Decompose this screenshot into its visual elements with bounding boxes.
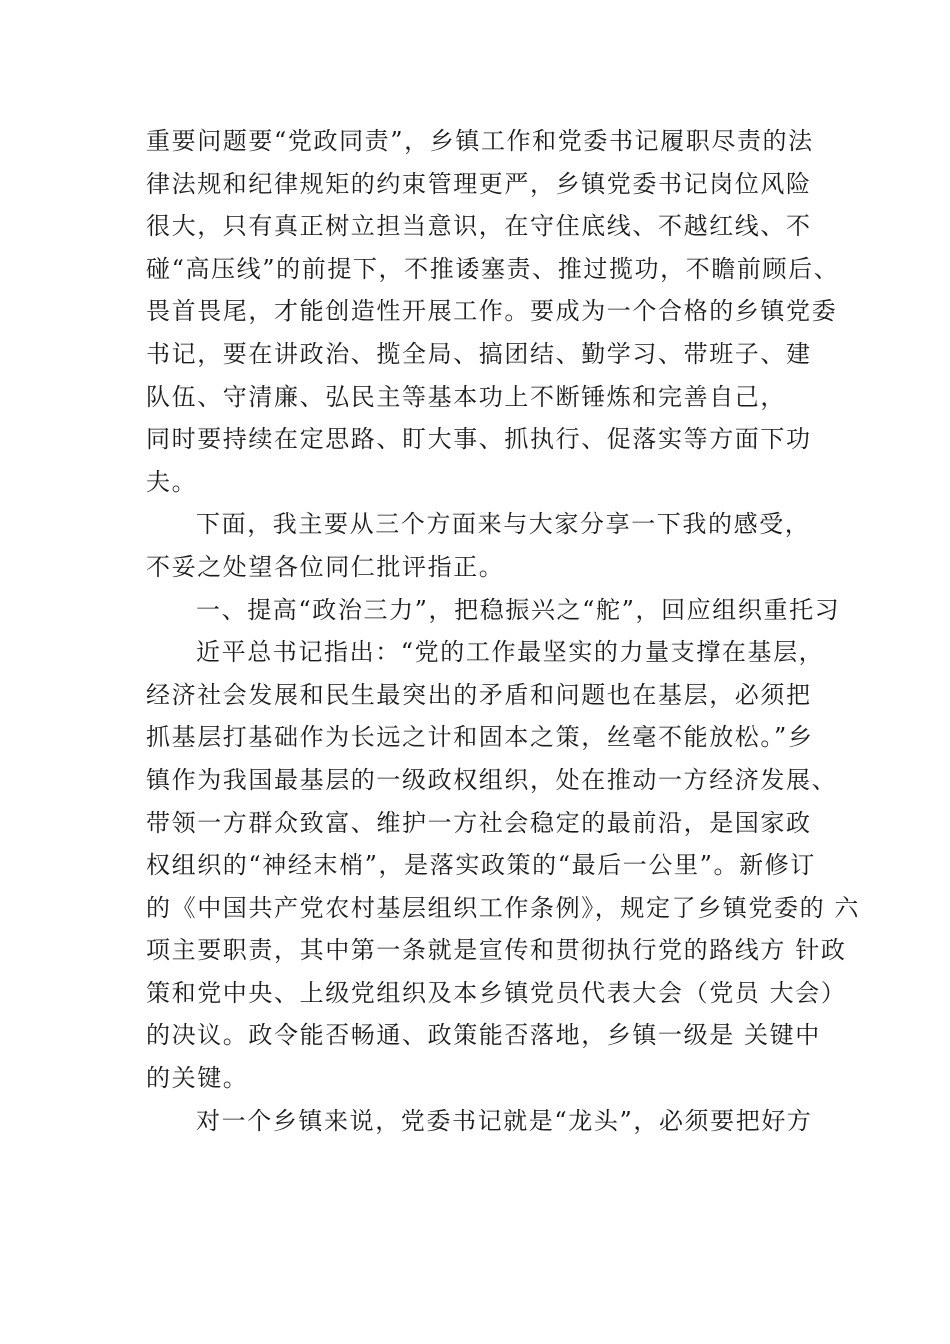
paragraph-start-line: 对一个乡镇来说，党委书记就是“龙头”，必须要把好方	[196, 1106, 813, 1135]
paragraph-start-line: 下面，我主要从三个方面来与大家分享一下我的感受，	[196, 510, 811, 539]
text-line: 队伍、守清廉、弘民主等基本功上不断锤炼和完善自己，	[146, 382, 786, 411]
text-line: 律法规和纪律规矩的约束管理更严，乡镇党委书记岗位风险	[146, 169, 812, 198]
text-line: 的决议。政令能否畅通、政策能否落地，乡镇一级是 关键中	[146, 1021, 821, 1050]
section-heading-line: 一、提高“政治三力”，把稳振兴之“舵”，回应组织重托习	[196, 595, 841, 624]
paragraph-start-line: 近平总书记指出：“党的工作最坚实的力量支撑在基层，	[196, 638, 825, 667]
text-line: 的关键。	[146, 1064, 249, 1093]
text-line: 重要问题要“党政同责”，乡镇工作和党委书记履职尽责的法	[146, 127, 814, 155]
text-line: 抓基层打基础作为长远之计和固本之策，丝毫不能放松。”乡	[146, 723, 814, 752]
text-line: 碰“高压线”的前提下，不推诿塞责、推过揽功，不瞻前顾后、	[146, 254, 840, 283]
text-line: 不妥之处望各位同仁批评指正。	[146, 552, 505, 581]
text-line: 夫。	[146, 467, 198, 496]
text-line: 经济社会发展和民生最突出的矛盾和问题也在基层，必须把	[146, 680, 812, 709]
text-line: 很大，只有真正树立担当意识，在守住底线、不越红线、不	[146, 212, 812, 241]
text-line: 同时要持续在定思路、盯大事、抓执行、促落实等方面下功	[146, 425, 812, 454]
text-line: 镇作为我国最基层的一级政权组织，处在推动一方经济发展、	[146, 765, 838, 794]
text-line: 带领一方群众致富、维护一方社会稳定的最前沿，是国家政	[146, 808, 812, 837]
body-text	[146, 120, 861, 1142]
text-line: 畏首畏尾，才能创造性开展工作。要成为一个合格的乡镇党委	[146, 297, 838, 326]
text-line: 的《中国共产党农村基层组织工作条例》，规定了乡镇党委的 六	[146, 893, 861, 922]
text-line: 项主要职责，其中第一条就是宣传和贯彻执行党的路线方 针政	[146, 936, 847, 965]
text-line: 书记，要在讲政治、揽全局、搞团结、勤学习、带班子、建	[146, 339, 812, 368]
text-line: 策和党中央、上级党组织及本乡镇党员代表大会（党员 大会）	[146, 978, 847, 1007]
text-line: 权组织的“神经末梢”，是落实政策的“最后一公里”。新修订	[146, 851, 816, 880]
